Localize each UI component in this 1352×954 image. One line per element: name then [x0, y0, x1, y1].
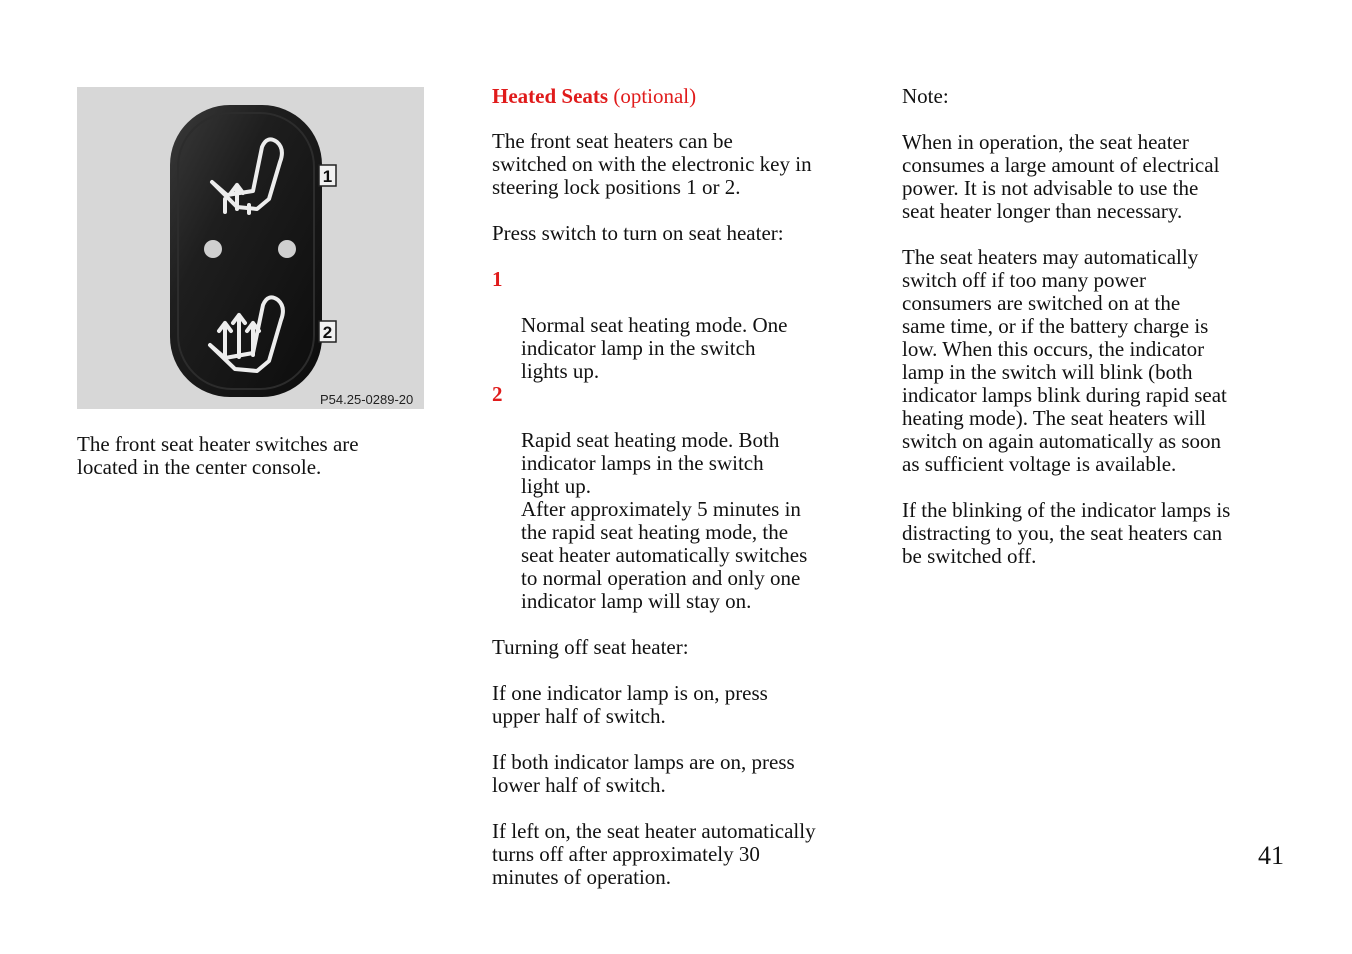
indicator-lamp-left [204, 240, 222, 258]
note-label: Note: [902, 84, 949, 108]
seat-heater-switch-illustration [77, 87, 424, 409]
left-on-paragraph: If left on, the seat heater automatically turns off after approximately 30 minutes of operation. [492, 819, 816, 889]
list-item-number: 2 [492, 382, 503, 406]
list-item [492, 268, 862, 383]
note-paragraph-1: When in operation, the seat heater consumes a large amount of electrical power. It is not advisable to use the seat heater longer than necessary. [902, 130, 1220, 223]
switch-label-2: 2 [322, 323, 333, 342]
heading-title: Heated Seats [492, 84, 609, 108]
list-item-number: 1 [492, 267, 503, 291]
section-heading [492, 85, 862, 108]
press-instruction: Press switch to turn on seat heater: [492, 221, 784, 245]
indicator-lamp-right [278, 240, 296, 258]
column-middle [492, 85, 862, 912]
note-paragraph-2: The seat heaters may automatically switch off if too many power consumers are switched on at the same time, or if the battery charge is low. When this occurs, the indicator lamp in the switch will blink (both indicator lamps blink during rapid seat heating mode). The seat heaters will switch on again automatically as soon as sufficient voltage is available. [902, 245, 1227, 476]
list-item [492, 383, 862, 613]
figure-code: P54.25-0289-20 [320, 392, 414, 407]
list-item-text: Rapid seat heating mode. Both indicator lamps in the switch light up. After approximately 5 minutes in the rapid seat heating mode, the seat heater automatically switches to normal operation and only one indicator lamp will stay on. [521, 428, 808, 613]
turning-off-heading: Turning off seat heater: [492, 635, 689, 659]
page-number: 41 [1258, 841, 1284, 870]
figure-caption: The front seat heater switches are located in the center console. [77, 432, 359, 479]
seat-heater-switch-photo [77, 87, 424, 409]
note-paragraph-3: If the blinking of the indicator lamps is distracting to you, the seat heaters can be switched off. [902, 498, 1231, 568]
both-lamps-paragraph: If both indicator lamps are on, press lower half of switch. [492, 750, 795, 797]
switch-label-1: 1 [322, 167, 333, 186]
list-item-text: Normal seat heating mode. One indicator lamp in the switch lights up. [521, 313, 788, 383]
intro-paragraph: The front seat heaters can be switched on with the electronic key in steering lock positions 1 or 2. [492, 129, 812, 199]
one-lamp-paragraph: If one indicator lamp is on, press upper half of switch. [492, 681, 768, 728]
column-right [902, 85, 1282, 591]
heading-suffix: (optional) [608, 84, 697, 108]
